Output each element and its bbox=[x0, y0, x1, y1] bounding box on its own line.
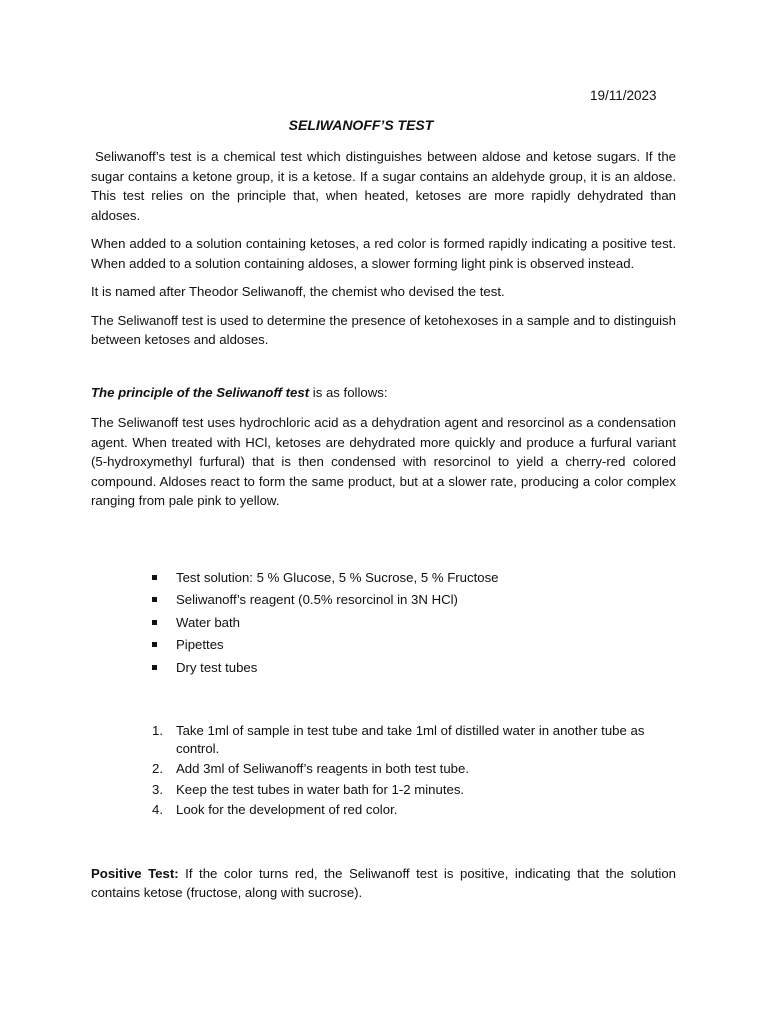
intro-paragraph: Seliwanoff’s test is a chemical test which distinguishes between aldose and ketose sugars. If the sugar contains a ketone group, it is a ketose. If a sugar contains an aldehyde group, it is an aldose. This test relies on the principle that, when heated, ketoses are more rapidly dehydrated than aldoses. bbox=[91, 149, 676, 223]
step-text: Look for the development of red color. bbox=[176, 802, 398, 817]
step-number: 4. bbox=[152, 802, 163, 817]
intro-paragraph: When added to a solution containing ketoses, a red color is formed rapidly indicating a positive test. When added to a solution containing aldoses, a slower forming light pink is observed instead. bbox=[91, 236, 676, 271]
procedure-step bbox=[152, 801, 676, 819]
step-number: 1. bbox=[152, 723, 163, 738]
step-text: Add 3ml of Seliwanoff’s reagents in both test tube. bbox=[176, 761, 469, 776]
materials-list bbox=[91, 568, 676, 678]
intro-paragraph: It is named after Theodor Seliwanoff, the chemist who devised the test. bbox=[91, 284, 505, 299]
procedure-list bbox=[91, 722, 676, 819]
step-number: 3. bbox=[152, 781, 163, 797]
procedure-step bbox=[152, 760, 676, 778]
document-date: 19/11/2023 bbox=[590, 88, 657, 103]
step-number: 2. bbox=[152, 761, 163, 776]
square-bullet-icon bbox=[152, 620, 157, 625]
square-bullet-icon bbox=[152, 597, 157, 602]
list-item-text: Seliwanoff’s reagent (0.5% resorcinol in 3N HCl) bbox=[176, 592, 458, 607]
document-body bbox=[91, 147, 676, 903]
procedure-step bbox=[152, 781, 676, 799]
procedure-step bbox=[152, 722, 676, 757]
positive-test-label: Positive Test: bbox=[91, 865, 179, 881]
square-bullet-icon bbox=[152, 665, 157, 670]
principle-body: The Seliwanoff test uses hydrochloric acid as a dehydration agent and resorcinol as a condensation agent. When treated with HCl, ketoses are dehydrated more quickly and produce a furfural variant (5-hydroxymethyl furfural) that is then condensed with resorcinol to yield a cherry-red colored compound. Aldoses react to form the same product, but at a slower rate, producing a color complex ranging from pale pink to yellow. bbox=[91, 415, 676, 508]
list-item-text: Test solution: 5 % Glucose, 5 % Sucrose, 5 % Fructose bbox=[176, 569, 499, 585]
list-item-text: Water bath bbox=[176, 614, 241, 630]
list-item bbox=[152, 635, 676, 655]
step-text: Keep the test tubes in water bath for 1-2 minutes. bbox=[176, 781, 465, 797]
principle-heading-rest: is as follows: bbox=[309, 384, 388, 400]
positive-test-text: If the color turns red, the Seliwanoff test is positive, indicating that the solution contains ketose (fructose, along with sucrose). bbox=[91, 865, 676, 900]
list-item bbox=[152, 590, 676, 610]
list-item bbox=[152, 613, 676, 633]
list-item bbox=[152, 658, 676, 678]
positive-test-paragraph bbox=[91, 864, 676, 903]
square-bullet-icon bbox=[152, 575, 157, 580]
document-title: SELIWANOFF’S TEST bbox=[288, 117, 434, 133]
step-text: Take 1ml of sample in test tube and take 1ml of distilled water in another tube as control. bbox=[176, 723, 645, 756]
square-bullet-icon bbox=[152, 642, 157, 647]
list-item-text: Dry test tubes bbox=[176, 659, 258, 675]
list-item-text: Pipettes bbox=[176, 637, 224, 652]
intro-paragraph: The Seliwanoff test is used to determine the presence of ketohexoses in a sample and to distinguish between ketoses and aldoses. bbox=[91, 312, 676, 347]
principle-heading bbox=[91, 383, 676, 403]
principle-heading-emphasis: The principle of the Seliwanoff test bbox=[91, 384, 310, 400]
list-item bbox=[152, 568, 676, 588]
